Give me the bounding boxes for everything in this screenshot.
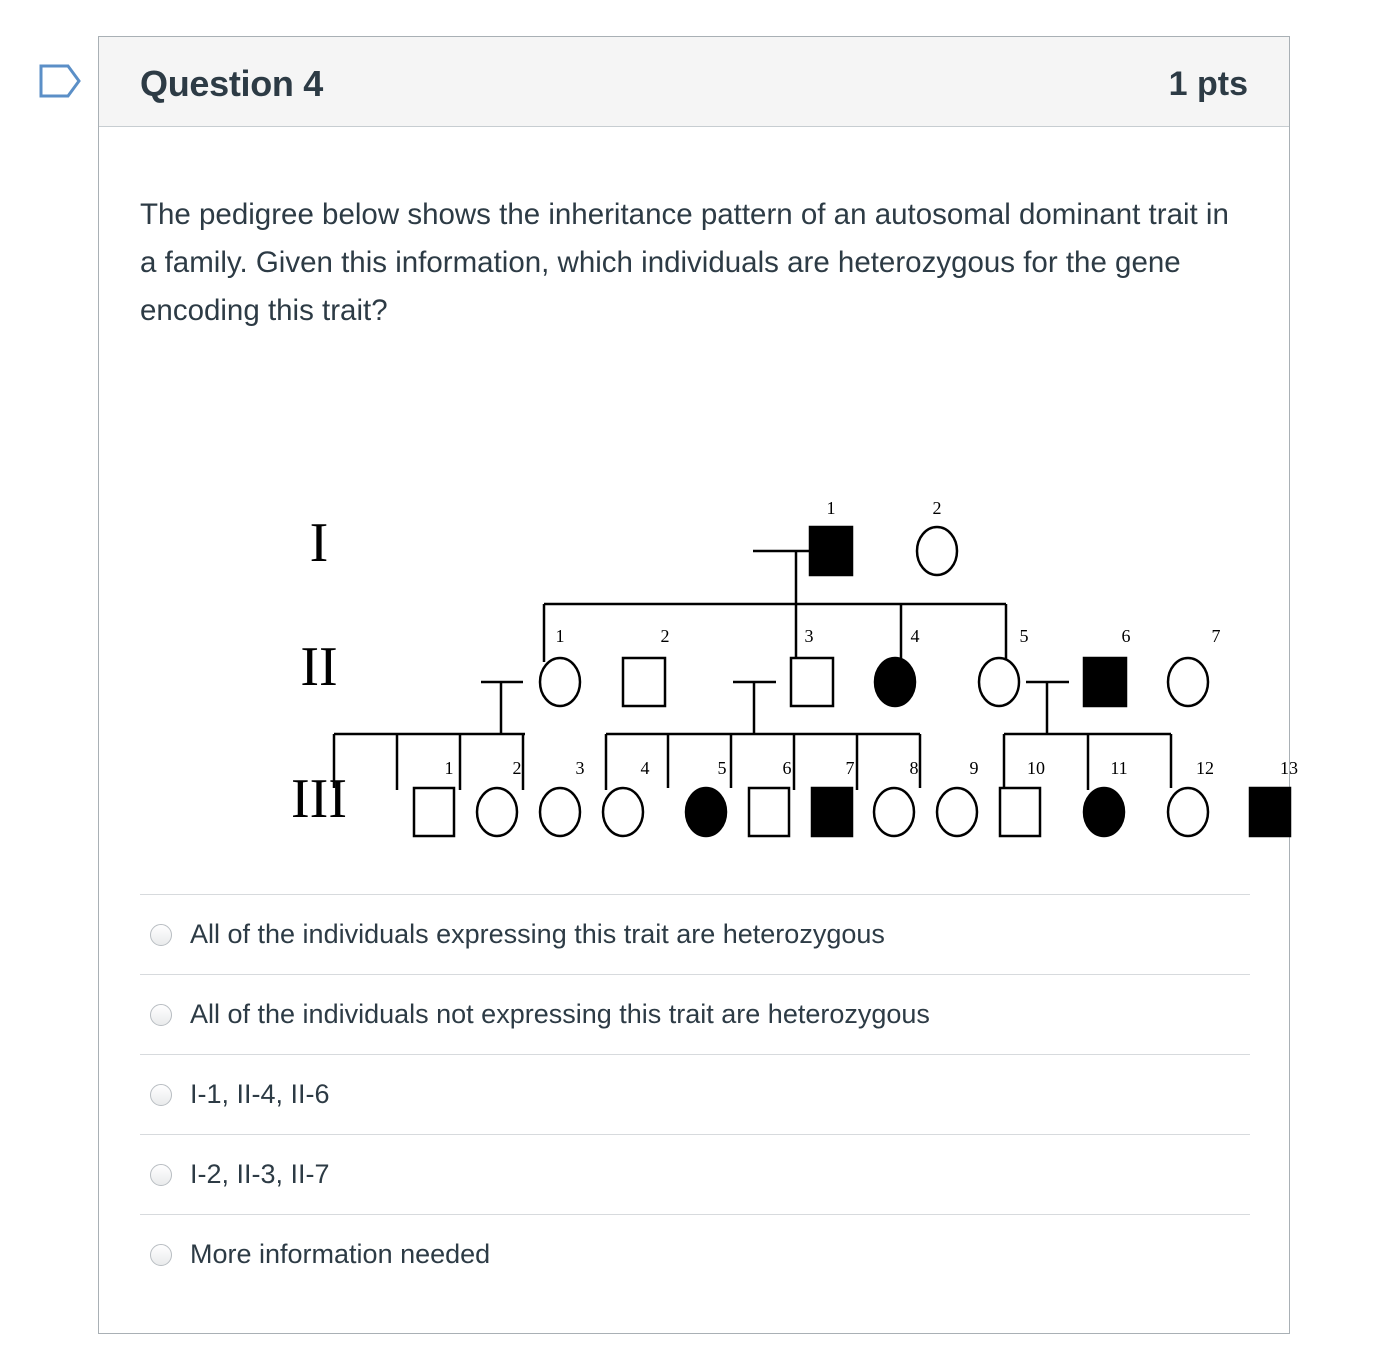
individual-II-3 [791, 658, 833, 706]
individual-III-12 [1168, 788, 1208, 836]
number-III-11: 11 [1110, 758, 1128, 778]
question-text: The pedigree below shows the inheritance pattern of an autosomal dominant trait in a family. Given this information, which individuals are heterozygous for the gene encoding this trait? [140, 198, 1229, 327]
individual-III-6 [749, 788, 789, 836]
number-III-2: 2 [512, 758, 522, 778]
number-II-1: 1 [555, 626, 565, 646]
number-II-7: 7 [1211, 626, 1221, 646]
individual-III-8 [874, 788, 914, 836]
answer-label: All of the individuals expressing this trait are heterozygous [190, 919, 885, 949]
answer-label: I-1, II-4, II-6 [190, 1079, 330, 1109]
radio-button[interactable] [150, 1004, 172, 1026]
individual-II-6 [1084, 658, 1126, 706]
individual-III-3 [540, 788, 580, 836]
number-II-4: 4 [910, 626, 920, 646]
number-III-9: 9 [969, 758, 979, 778]
individual-III-10 [1000, 788, 1040, 836]
individual-II-7 [1168, 658, 1208, 706]
answer-label: I-2, II-3, II-7 [190, 1159, 330, 1189]
individual-III-11 [1084, 788, 1124, 836]
number-III-12: 12 [1196, 758, 1214, 778]
number-III-7: 7 [845, 758, 855, 778]
number-II-6: 6 [1121, 626, 1131, 646]
number-III-13: 13 [1280, 758, 1298, 778]
radio-button[interactable] [150, 924, 172, 946]
radio-button[interactable] [150, 1164, 172, 1186]
individual-II-2 [623, 658, 665, 706]
number-II-2: 2 [660, 626, 670, 646]
answer-option[interactable] [140, 1214, 1250, 1294]
individual-III-2 [477, 788, 517, 836]
number-III-8: 8 [909, 758, 919, 778]
number-III-1: 1 [444, 758, 454, 778]
question-points: 1 pts [1168, 65, 1248, 103]
pedigree-chart [179, 457, 1298, 857]
number-II-3: 3 [804, 626, 814, 646]
generation-label-III: III [291, 768, 347, 830]
generation-label-I: I [309, 512, 329, 574]
answer-list [140, 894, 1250, 1294]
individual-II-5 [979, 658, 1019, 706]
individual-II-1 [540, 658, 580, 706]
question-card [98, 36, 1298, 1334]
number-III-4: 4 [640, 758, 650, 778]
individual-III-5 [686, 788, 726, 836]
generation-label-II: II [300, 636, 338, 698]
number-III-6: 6 [782, 758, 792, 778]
question-header [99, 37, 1289, 127]
radio-button[interactable] [150, 1244, 172, 1266]
number-I-2: 2 [932, 498, 942, 518]
answer-option[interactable] [140, 894, 1250, 974]
individual-III-9 [937, 788, 977, 836]
question-title: Question 4 [140, 63, 324, 104]
bookmark-flag-icon[interactable] [38, 63, 82, 99]
individual-I-2 [917, 527, 957, 575]
number-I-1: 1 [826, 498, 836, 518]
individual-II-4 [875, 658, 915, 706]
individual-III-1 [414, 788, 454, 836]
individual-III-7 [812, 788, 852, 836]
answer-option[interactable] [140, 1054, 1250, 1134]
number-II-5: 5 [1019, 626, 1029, 646]
number-III-5: 5 [717, 758, 727, 778]
answer-label: All of the individuals not expressing this trait are heterozygous [190, 999, 930, 1029]
number-III-3: 3 [575, 758, 585, 778]
radio-button[interactable] [150, 1084, 172, 1106]
answer-option[interactable] [140, 1134, 1250, 1214]
individual-I-1 [810, 527, 852, 575]
answer-option[interactable] [140, 974, 1250, 1054]
individual-III-4 [603, 788, 643, 836]
number-III-10: 10 [1027, 758, 1045, 778]
answer-label: More information needed [190, 1239, 491, 1269]
individual-III-13 [1250, 788, 1290, 836]
